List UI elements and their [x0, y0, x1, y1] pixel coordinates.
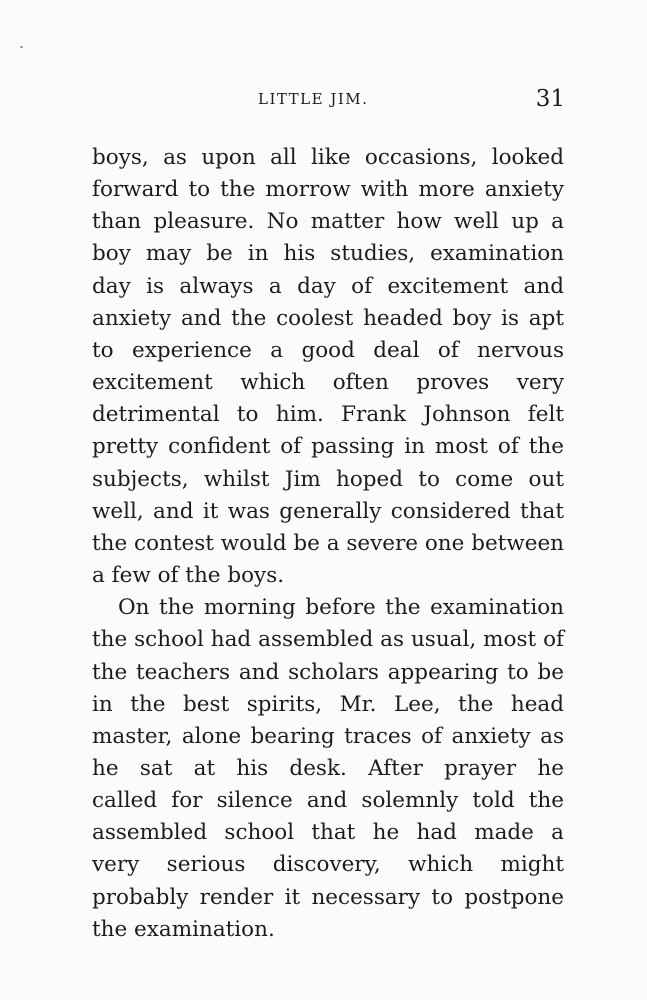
text-line: detrimental to him. Frank Johnson felt [92, 402, 564, 428]
text-line: in the best spirits, Mr. Lee, the head [92, 691, 564, 717]
paragraph-2 [92, 592, 564, 946]
text-line: assembled school that he had made a [92, 820, 564, 846]
paper-speck [20, 46, 23, 48]
text-line: to experience a good deal of nervous [92, 337, 564, 363]
text-line: a few of the boys. [92, 563, 285, 589]
text-line: excitement which often proves very [92, 370, 564, 396]
text-line: the examination. [92, 916, 275, 942]
text-line: probably render it necessary to postpone [92, 884, 564, 910]
text-line: boy may be in his studies, examination [92, 241, 564, 267]
text-line: he sat at his desk. After prayer he [92, 755, 564, 781]
text-line: than pleasure. No matter how well up a [92, 209, 564, 235]
body-text [92, 142, 564, 946]
text-line: forward to the morrow with more anxiety [92, 177, 564, 203]
page-number: 31 [535, 86, 565, 112]
text-line: called for silence and solemnly told the [92, 788, 564, 814]
text-line: boys, as upon all like occasions, looked [92, 145, 564, 170]
text-line: pretty confident of passing in most of the [92, 434, 564, 460]
text-line: master, alone bearing traces of anxiety as [92, 723, 564, 749]
text-line: day is always a day of excitement and [92, 273, 564, 299]
running-title: LITTLE JIM. [258, 90, 369, 108]
text-line: anxiety and the coolest headed boy is apt [92, 305, 564, 331]
text-line: well, and it was generally considered that [92, 498, 564, 524]
text-line: the contest would be a severe one between [92, 530, 565, 556]
text-line: very serious discovery, which might [92, 852, 564, 878]
paragraph-1 [92, 142, 564, 592]
text-line: the school had assembled as usual, most of [92, 627, 564, 653]
text-line: the teachers and scholars appearing to be [92, 659, 564, 685]
text-line: On the morning before the examination [118, 595, 564, 621]
text-line: subjects, whilst Jim hoped to come out [92, 466, 564, 492]
